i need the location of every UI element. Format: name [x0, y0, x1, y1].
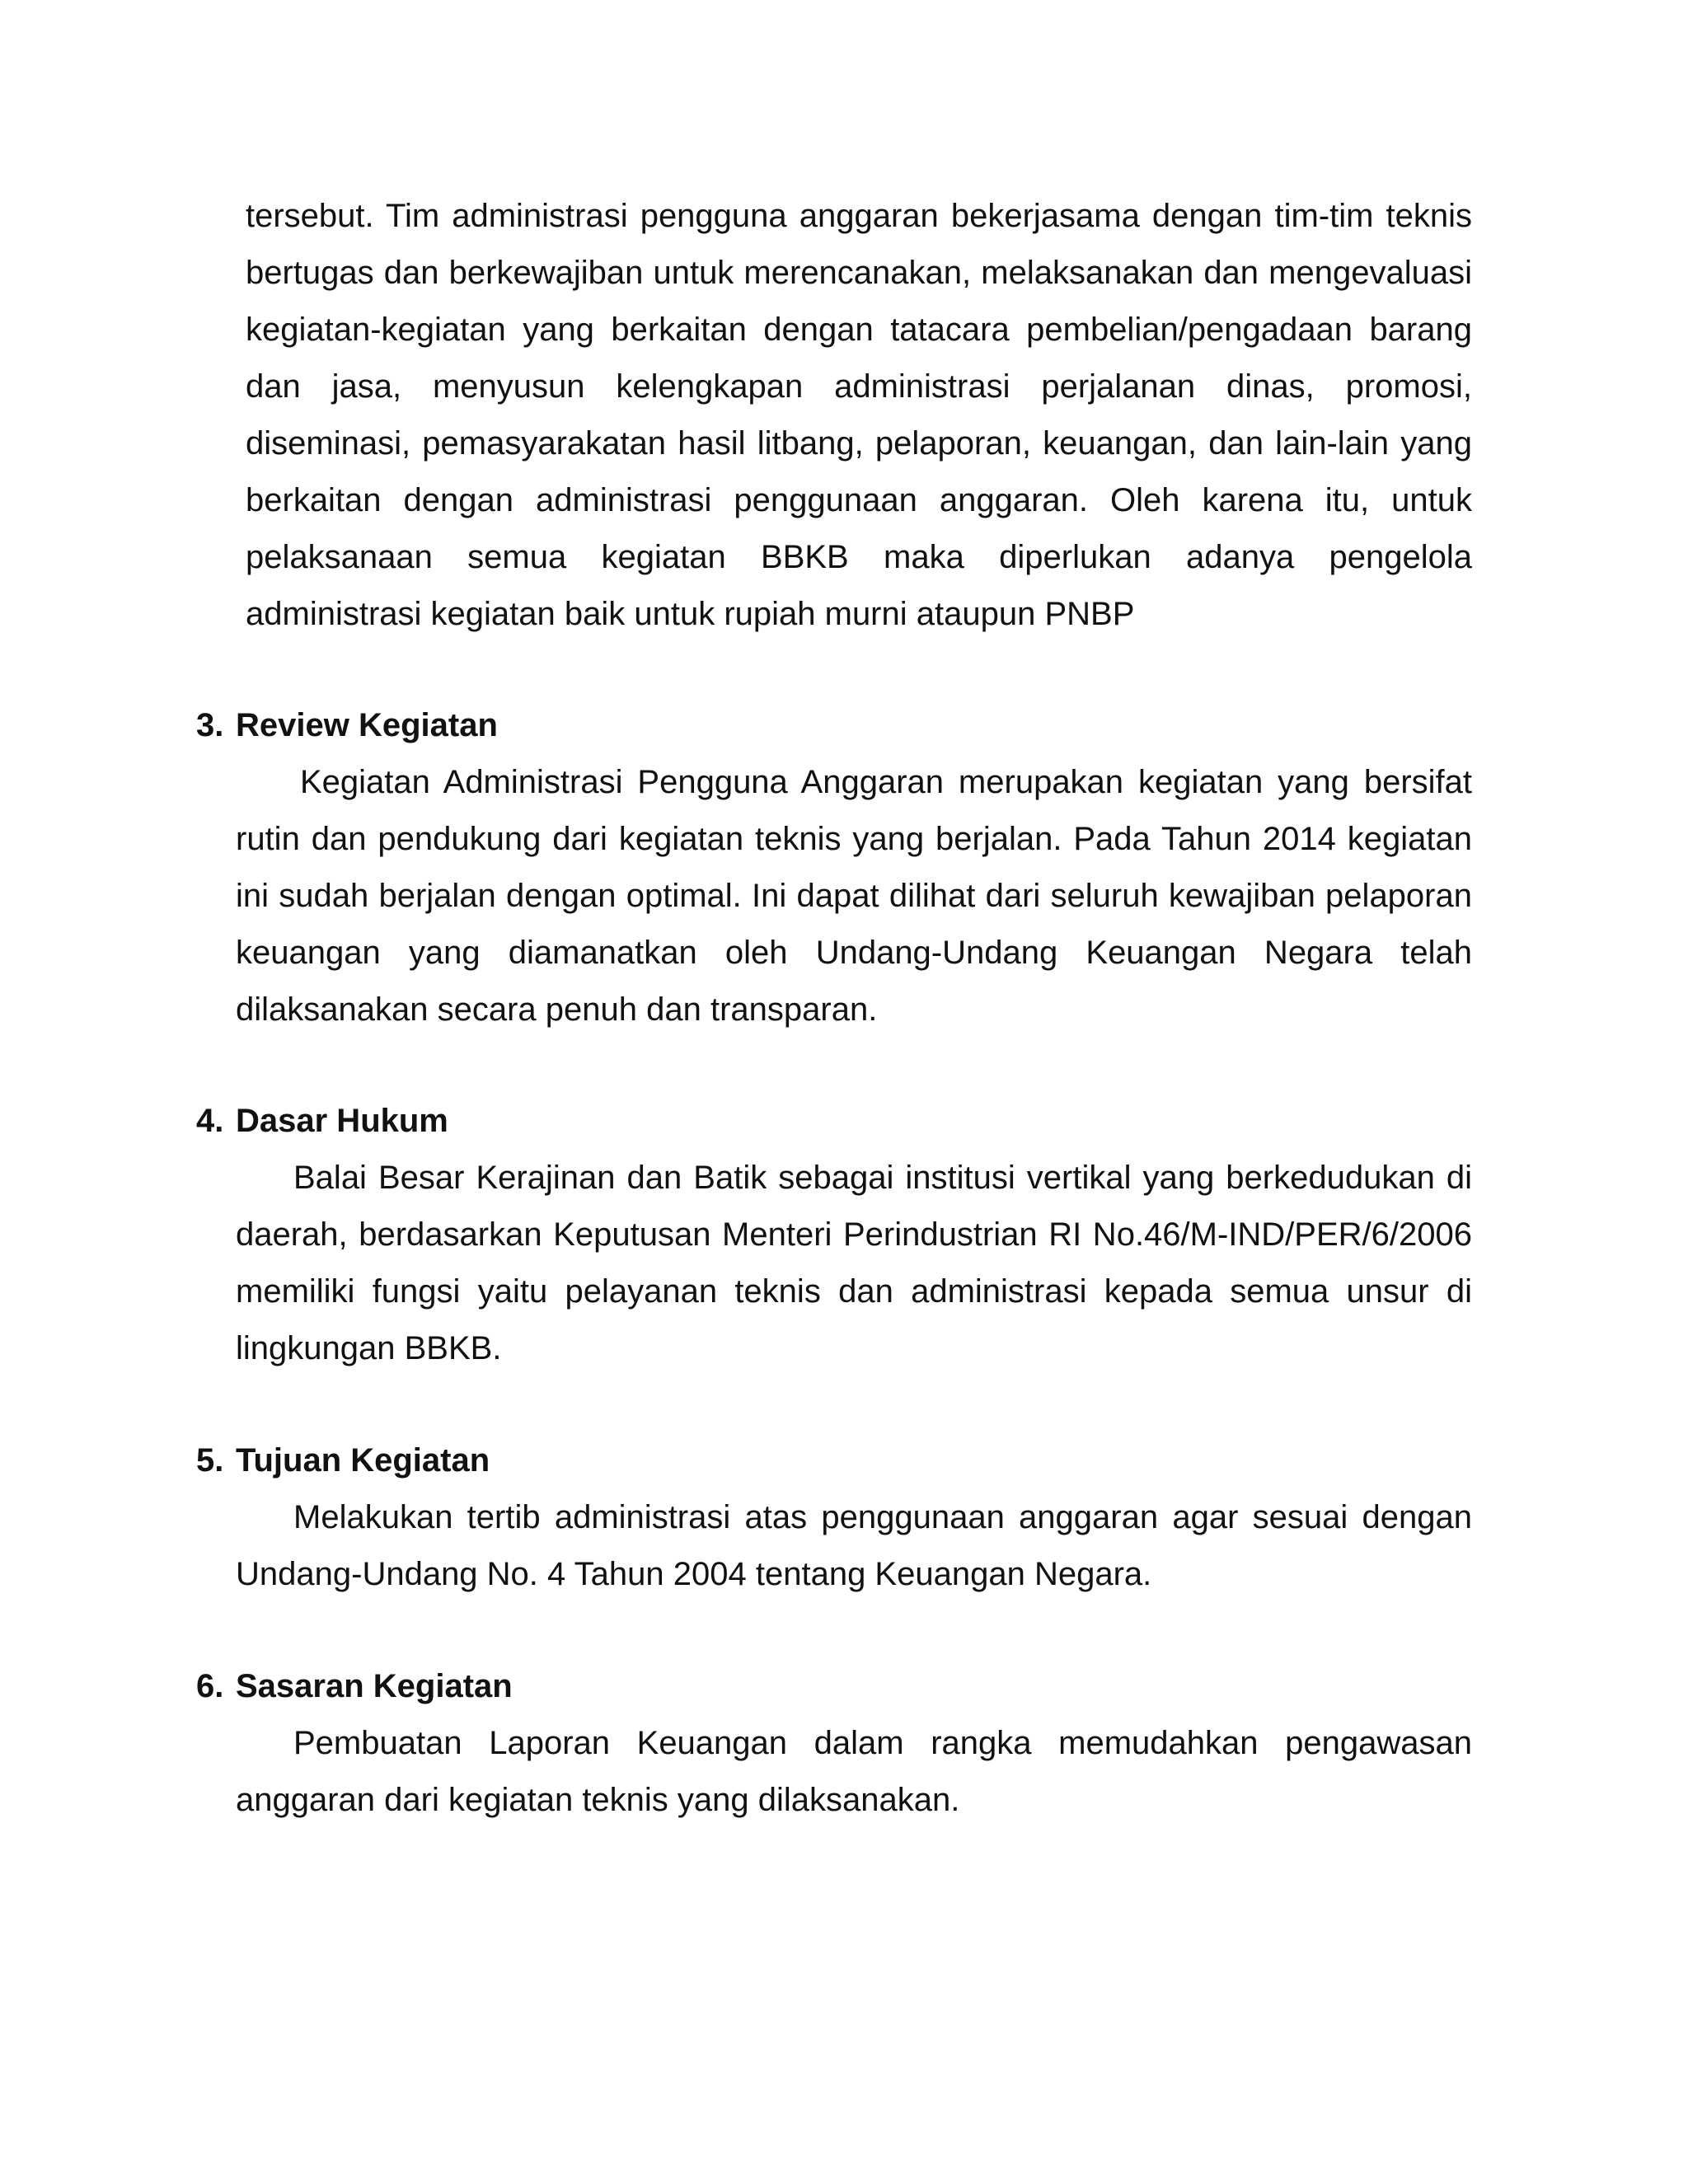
section-title: Dasar Hukum [236, 1103, 448, 1139]
section-body: Melakukan tertib administrasi atas penggunaan anggaran agar sesuai dengan Undang-Undang No. 4 Tahun 2004 tentang Keuangan Negara. [236, 1499, 1472, 1592]
section-tujuan-kegiatan [196, 1432, 1472, 1603]
section-number: 3. [196, 707, 224, 743]
section-title: Sasaran Kegiatan [236, 1668, 513, 1704]
intro-paragraph: tersebut. Tim administrasi pengguna anggaran bekerjasama dengan tim-tim teknis bertugas dan berkewajiban untuk merencanakan, melaksanakan dan mengevaluasi kegiatan-kegiatan yang berkaitan dengan tatacara pembelian/pengadaan barang dan jasa, menyusun kelengkapan administrasi perjalanan dinas, promosi, diseminasi, pemasyarakatan hasil litbang, pelaporan, keuangan, dan lain-lain yang berkaitan dengan administrasi penggunaan anggaran. Oleh karena itu, untuk pelaksanaan semua kegiatan BBKB maka diperlukan adanya pengelola administrasi kegiatan baik untuk rupiah murni ataupun PNBP [246, 198, 1472, 632]
section-body: Kegiatan Administrasi Pengguna Anggaran merupakan kegiatan yang bersifat rutin dan pendukung dari kegiatan teknis yang berjalan. Pada Tahun 2014 kegiatan ini sudah berjalan dengan optimal. Ini dapat dilihat dari seluruh kewajiban pelaporan keuangan yang diamanatkan oleh Undang-Undang Keuangan Negara telah dilaksanakan secara penuh dan transparan. [236, 764, 1472, 1028]
section-heading [196, 1658, 1472, 1715]
section-sasaran-kegiatan [196, 1658, 1472, 1829]
section-review-kegiatan [196, 697, 1472, 1038]
section-number: 5. [196, 1442, 224, 1479]
section-heading [196, 1093, 1472, 1150]
section-body: Balai Besar Kerajinan dan Batik sebagai institusi vertikal yang berkedudukan di daerah, berdasarkan Keputusan Menteri Perindustrian RI No.46/M-IND/PER/6/2006 memiliki fungsi yaitu pelayanan teknis dan administrasi kepada semua unsur di lingkungan BBKB. [236, 1160, 1472, 1366]
section-body: Pembuatan Laporan Keuangan dalam rangka memudahkan pengawasan anggaran dari kegiatan teknis yang dilaksanakan. [236, 1725, 1472, 1818]
section-number: 6. [196, 1668, 224, 1704]
section-title: Review Kegiatan [236, 707, 498, 743]
section-dasar-hukum [196, 1093, 1472, 1377]
section-number: 4. [196, 1103, 224, 1139]
section-heading [196, 1432, 1472, 1489]
section-heading [196, 697, 1472, 754]
section-title: Tujuan Kegiatan [236, 1442, 490, 1479]
